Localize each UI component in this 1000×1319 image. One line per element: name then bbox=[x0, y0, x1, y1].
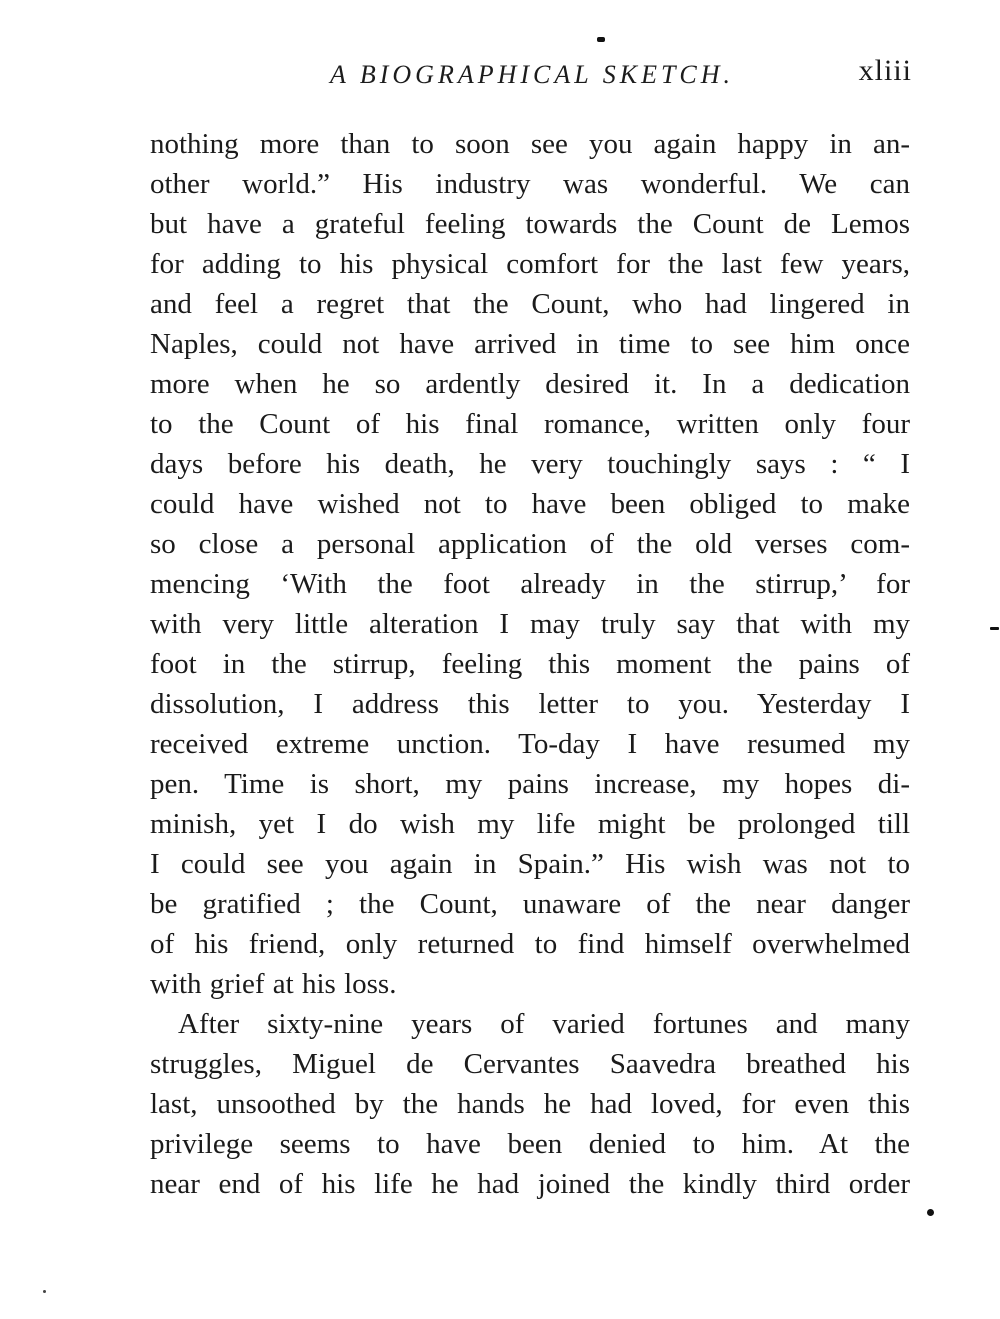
ink-speck bbox=[990, 627, 999, 630]
text-line: with very little alteration I may truly say that with my bbox=[150, 608, 910, 640]
text-line: be gratified ; the Count, unaware of the near danger bbox=[150, 888, 910, 920]
text-line: mencing ‘With the foot already in the stirrup,’ for bbox=[150, 568, 910, 600]
text-line: nothing more than to soon see you again happy in an- bbox=[150, 128, 910, 160]
page-body bbox=[150, 124, 910, 1204]
text-line: so close a personal application of the old verses com- bbox=[150, 528, 910, 560]
text-line: for adding to his physical comfort for the last few years, bbox=[150, 248, 910, 280]
text-line: to the Count of his final romance, written only four bbox=[150, 408, 910, 440]
text-line: foot in the stirrup, feeling this moment the pains of bbox=[150, 648, 910, 680]
text-line: struggles, Miguel de Cervantes Saavedra breathed his bbox=[150, 1048, 910, 1080]
ink-speck bbox=[597, 37, 605, 42]
text-line: received extreme unction. To-day I have resumed my bbox=[150, 728, 910, 760]
text-line: After sixty-nine years of varied fortunes and many bbox=[178, 1008, 910, 1040]
text-line: other world.” His industry was wonderful. We can bbox=[150, 168, 910, 200]
text-line: near end of his life he had joined the kindly third order bbox=[150, 1168, 910, 1200]
page-title: A BIOGRAPHICAL SKETCH. bbox=[329, 60, 735, 89]
text-line: last, unsoothed by the hands he had loved, for even this bbox=[150, 1088, 910, 1120]
running-header bbox=[0, 0, 1000, 100]
ink-speck bbox=[43, 1290, 46, 1293]
text-line: but have a grateful feeling towards the Count de Lemos bbox=[150, 208, 910, 240]
text-line: Naples, could not have arrived in time to see him once bbox=[150, 328, 910, 360]
text-line: and feel a regret that the Count, who had lingered in bbox=[150, 288, 910, 320]
text-line: I could see you again in Spain.” His wish was not to bbox=[150, 848, 910, 880]
text-line: privilege seems to have been denied to him. At the bbox=[150, 1128, 910, 1160]
text-line: more when he so ardently desired it. In a dedication bbox=[150, 368, 910, 400]
text-line: minish, yet I do wish my life might be prolonged till bbox=[150, 808, 910, 840]
page-number: xliii bbox=[858, 54, 912, 87]
text-line: of his friend, only returned to find himself overwhelmed bbox=[150, 928, 910, 960]
ink-speck bbox=[927, 1209, 934, 1216]
text-line: with grief at his loss. bbox=[150, 968, 397, 1000]
text-line: could have wished not to have been obliged to make bbox=[150, 488, 910, 520]
text-line: days before his death, he very touchingly says : “ I bbox=[150, 448, 910, 480]
text-line: dissolution, I address this letter to you. Yesterday I bbox=[150, 688, 910, 720]
text-line: pen. Time is short, my pains increase, my hopes di- bbox=[150, 768, 910, 800]
